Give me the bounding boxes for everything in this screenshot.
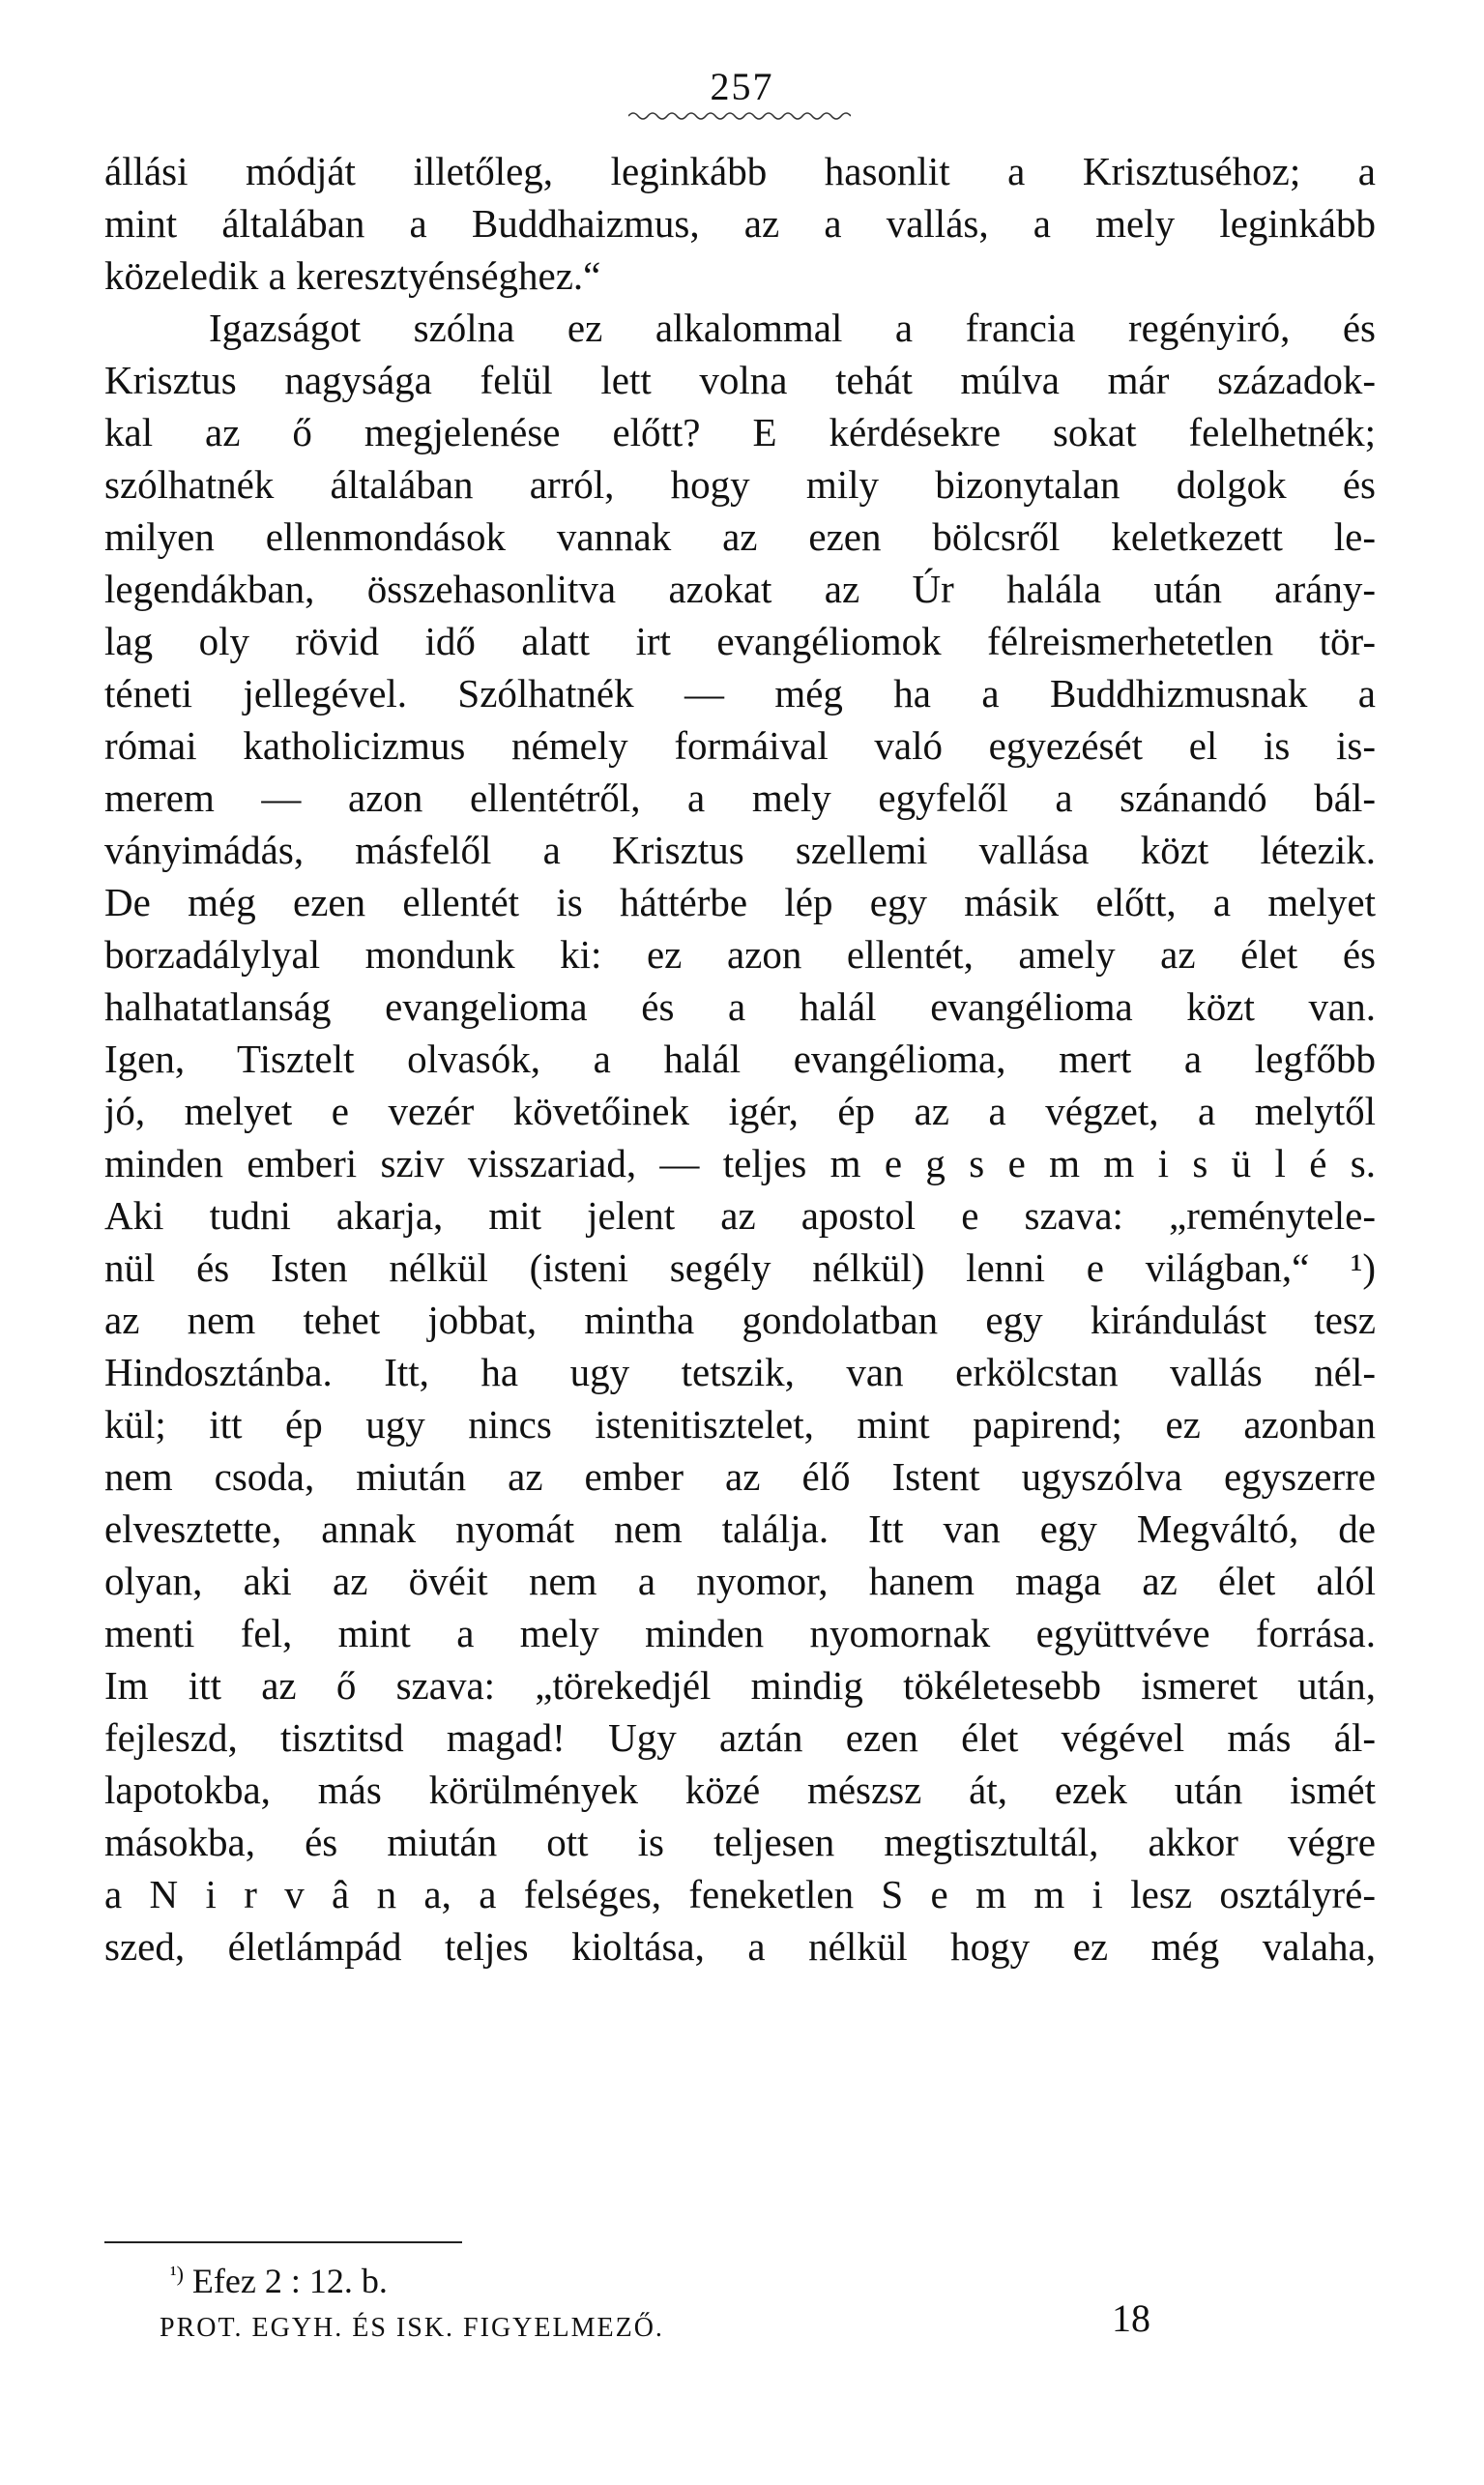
text-line: római katholicizmus némely formáival való egyezését el is is- xyxy=(104,723,1376,768)
text-line: elvesztette, annak nyomát nem találja. Itt van egy Megváltó, de xyxy=(104,1506,1376,1551)
text-line: De még ezen ellentét is háttérbe lép egy másik előtt, a melyet xyxy=(104,880,1376,924)
signature-mark: 18 xyxy=(1112,2296,1150,2340)
text-line: Igen, Tisztelt olvasók, a halál evangélioma, mert a legfőbb xyxy=(104,1037,1376,1081)
text-line: legendákban, összehasonlitva azokat az Úr halála után arány- xyxy=(104,567,1376,611)
text-line: nül és Isten nélkül (isteni segély nélkül) lenni e világban,“ ¹) xyxy=(104,1245,1376,1290)
text-line: jó, melyet e vezér követőinek igér, ép az a végzet, a melytől xyxy=(104,1089,1376,1133)
text-line: ványimádás, másfelől a Krisztus szellemi vallása közt létezik. xyxy=(104,828,1376,872)
text-line: Hindosztánba. Itt, ha ugy tetszik, van erkölcstan vallás nél- xyxy=(104,1350,1376,1394)
text-line: milyen ellenmondások vannak az ezen bölcsről keletkezett le- xyxy=(104,514,1376,559)
text-line: szólhatnék általában arról, hogy mily bizonytalan dolgok és xyxy=(104,462,1376,507)
text-line: a N i r v â n a, a felséges, feneketlen S e m m i lesz osztályré- xyxy=(104,1872,1376,1916)
text-line: szed, életlámpád teljes kioltása, a nélkül hogy ez még valaha, xyxy=(104,1924,1376,1969)
main-text-block xyxy=(104,145,1376,1973)
text-line: halhatatlanság evangelioma és a halál evangélioma közt van. xyxy=(104,984,1376,1029)
text-line: nem csoda, miután az ember az élő Istent ugyszólva egyszerre xyxy=(104,1454,1376,1499)
journal-footer: PROT. EGYH. ÉS ISK. FIGYELMEZŐ. xyxy=(160,2313,664,2343)
footnote-divider xyxy=(104,2241,462,2243)
text-line: másokba, és miután ott is teljesen megtisztultál, akkor végre xyxy=(104,1820,1376,1864)
text-line: Aki tudni akarja, mit jelent az apostol e szava: „reménytele- xyxy=(104,1193,1376,1238)
text-line: mint általában a Buddhaizmus, az a vallás, a mely leginkább xyxy=(104,201,1376,246)
text-line: kal az ő megjelenése előtt? E kérdésekre sokat felelhetnék; xyxy=(104,410,1376,454)
text-line: olyan, aki az övéit nem a nyomor, hanem maga az élet alól xyxy=(104,1559,1376,1603)
text-line: menti fel, mint a mely minden nyomornak együttvéve forrása. xyxy=(104,1611,1376,1655)
footnote-text: Efez 2 : 12. b. xyxy=(183,2262,388,2300)
text-line: borzadálylyal mondunk ki: ez azon ellentét, amely az élet és xyxy=(104,932,1376,977)
text-line: minden emberi sziv visszariad, — teljes m e g s e m m i s ü l é s. xyxy=(104,1141,1376,1185)
text-line: lag oly rövid idő alatt irt evangéliomok félreismerhetetlen tör- xyxy=(104,619,1376,663)
footnote xyxy=(170,2253,388,2302)
wavy-ornament-divider xyxy=(628,109,851,123)
text-line: lapotokba, más körülmények közé mészsz át, ezek után ismét xyxy=(104,1768,1376,1812)
page-number: 257 xyxy=(710,65,774,108)
text-line: Igazságot szólna ez alkalommal a francia regényiró, és xyxy=(209,306,1376,350)
text-line: fejleszd, tisztitsd magad! Ugy aztán ezen élet végével más ál- xyxy=(104,1715,1376,1760)
text-line: az nem tehet jobbat, mintha gondolatban egy kirándulást tesz xyxy=(104,1298,1376,1342)
text-line: téneti jellegével. Szólhatnék — még ha a Buddhizmusnak a xyxy=(104,671,1376,716)
footnote-marker: ¹) xyxy=(170,2262,184,2286)
text-line: állási módját illetőleg, leginkább hasonlit a Krisztuséhoz; a xyxy=(104,149,1376,193)
text-line: Im itt az ő szava: „törekedjél mindig tökéletesebb ismeret után, xyxy=(104,1663,1376,1708)
text-line: merem — azon ellentétről, a mely egyfelől a szánandó bál- xyxy=(104,775,1376,820)
text-line: kül; itt ép ugy nincs istenitisztelet, mint papirend; ez azonban xyxy=(104,1402,1376,1447)
text-line: Krisztus nagysága felül lett volna tehát múlva már századok- xyxy=(104,358,1376,402)
text-line: közeledik a keresztyénséghez.“ xyxy=(104,253,601,298)
